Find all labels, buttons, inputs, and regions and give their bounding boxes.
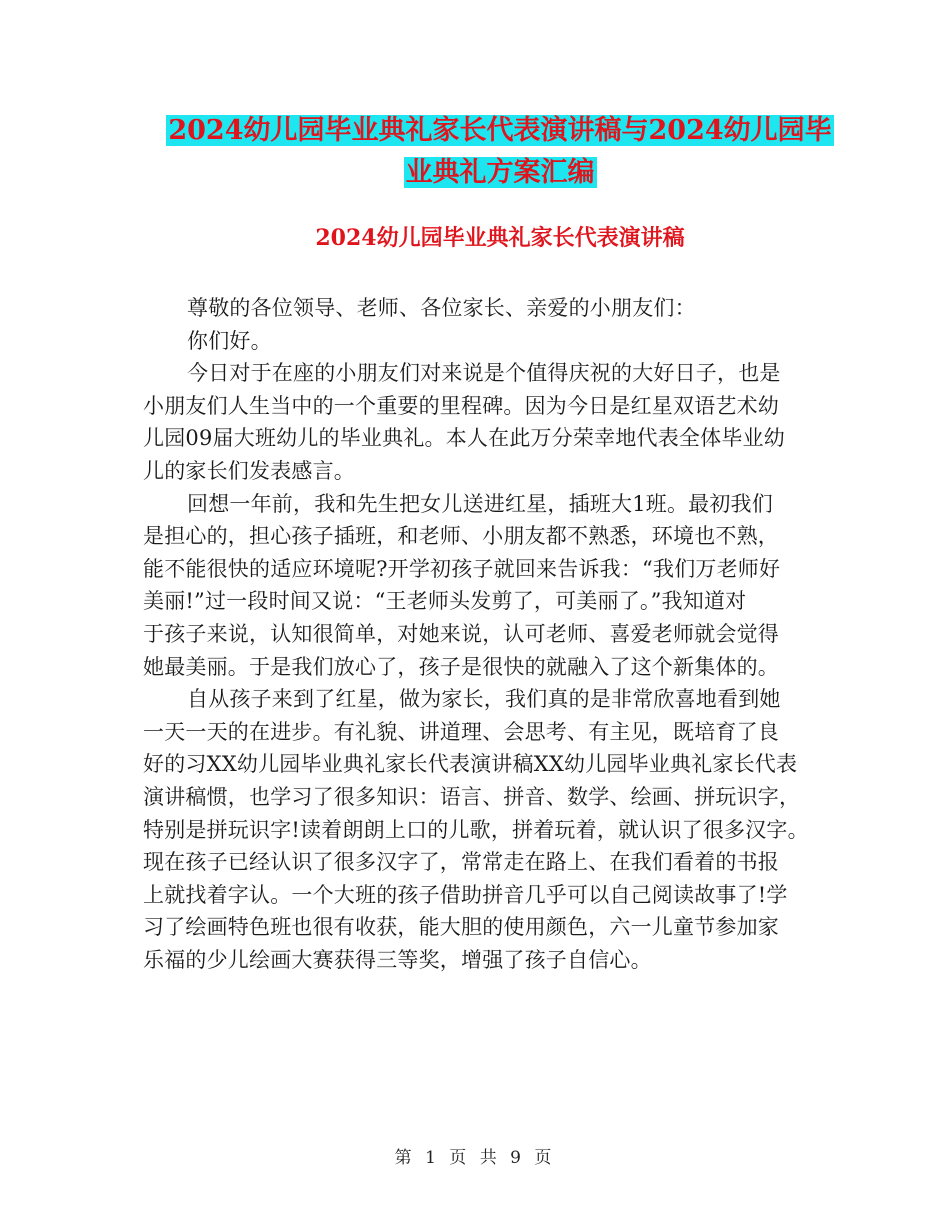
body-line: 乐福的少儿绘画大赛获得三等奖，增强了孩子自信心。 bbox=[143, 947, 652, 972]
body-line: 是担心的，担心孩子插班，和老师、小朋友都不熟悉，环境也不熟， bbox=[143, 524, 779, 549]
body-line: 好的习XX幼儿园毕业典礼家长代表演讲稿XX幼儿园毕业典礼家长代表 bbox=[143, 752, 798, 777]
document-title-line-2: 业典礼方案汇编 bbox=[405, 157, 595, 188]
body-line: 一天一天的在进步。有礼貌、讲道理、会思考、有主见，既培育了良 bbox=[143, 719, 779, 744]
greeting-line: 你们好。 bbox=[187, 328, 272, 353]
body-line: 演讲稿惯，也学习了很多知识：语言、拼音、数学、绘画、拼玩识字， bbox=[143, 784, 801, 809]
body-line: 现在孩子已经认识了很多汉字了，常常走在路上、在我们看着的书报 bbox=[143, 850, 779, 875]
body-line: 自从孩子来到了红星，做为家长，我们真的是非常欣喜地看到她 bbox=[187, 687, 781, 712]
body-line: 能不能很快的适应环境呢?开学初孩子就回来告诉我：“我们万老师好 bbox=[143, 556, 781, 581]
body-line: 习了绘画特色班也很有收获，能大胆的使用颜色，六一儿童节参加家 bbox=[143, 915, 779, 940]
body-line: 回想一年前，我和先生把女儿送进红星，插班大1班。最初我们 bbox=[187, 491, 773, 516]
body-line: 上就找着字认。一个大班的孩子借助拼音几乎可以自己阅读故事了!学 bbox=[143, 882, 788, 907]
body-line: 她最美丽。于是我们放心了，孩子是很快的就融入了这个新集体的。 bbox=[143, 654, 779, 679]
page-number-footer: 第 1 页 共 9 页 bbox=[394, 1148, 556, 1168]
body-line: 今日对于在座的小朋友们对来说是个值得庆祝的大好日子，也是 bbox=[187, 361, 781, 386]
body-line: 特别是拼玩识字!读着朗朗上口的儿歌，拼着玩着，就认识了很多汉字。 bbox=[143, 817, 809, 842]
section-title: 2024幼儿园毕业典礼家长代表演讲稿 bbox=[315, 225, 685, 251]
document-title bbox=[140, 110, 860, 194]
document-title-line-1: 2024幼儿园毕业典礼家长代表演讲稿与2024幼儿园毕 bbox=[168, 115, 832, 146]
body-line: 美丽!”过一段时间又说：“王老师头发剪了，可美丽了。”我知道对 bbox=[143, 589, 747, 614]
salutation-line: 尊敬的各位领导、老师、各位家长、亲爱的小朋友们： bbox=[187, 296, 696, 320]
body-line: 小朋友们人生当中的一个重要的里程碑。因为今日是红星双语艺术幼 bbox=[143, 393, 779, 418]
body-line: 于孩子来说，认知很简单，对她来说，认可老师、喜爱老师就会觉得 bbox=[143, 621, 779, 646]
body-line: 儿的家长们发表感言。 bbox=[143, 458, 355, 483]
document-body bbox=[143, 292, 823, 976]
body-line: 儿园09届大班幼儿的毕业典礼。本人在此万分荣幸地代表全体毕业幼 bbox=[143, 426, 785, 451]
